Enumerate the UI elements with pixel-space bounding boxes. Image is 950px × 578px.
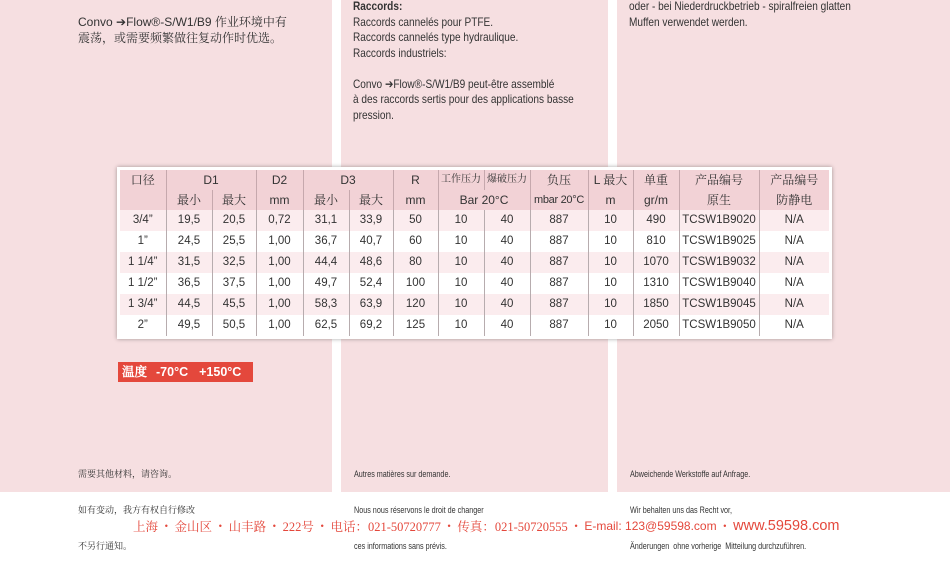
d2-cell: 1,00 — [256, 294, 303, 315]
fax-number: 传真：021-50720555 — [457, 520, 568, 534]
temperature-max: +150°C — [199, 365, 242, 379]
french-intro-text — [353, 0, 574, 123]
weight-cell: 2050 — [633, 315, 679, 336]
d1-min-cell: 19,5 — [166, 210, 212, 231]
temperature-badge — [118, 362, 253, 382]
intro-line: Convo ➔Flow®-S/W1/B9 peut-être assemblé — [353, 76, 555, 91]
intro-line: Raccords industriels: — [353, 45, 447, 60]
table-row — [120, 315, 829, 336]
footnote-line: Wir behalten uns das Recht vor, — [630, 505, 733, 515]
specification-table — [120, 170, 829, 336]
d3-max-cell: 40,7 — [349, 231, 393, 252]
header-antistatic-part-no: 产品编号 — [759, 170, 829, 190]
working-pressure-cell: 10 — [438, 273, 484, 294]
header-vacuum-unit: mbar 20°C — [530, 190, 588, 210]
part-no-cell: TCSW1B9032 — [679, 252, 759, 273]
d3-max-cell: 52,4 — [349, 273, 393, 294]
antistatic-part-no-cell: N/A — [759, 252, 829, 273]
r-cell: 80 — [393, 252, 438, 273]
vacuum-cell: 887 — [530, 273, 588, 294]
d1-max-cell: 37,5 — [212, 273, 256, 294]
length-cell: 10 — [588, 294, 633, 315]
header-size-spacer — [120, 190, 166, 210]
r-cell: 50 — [393, 210, 438, 231]
antistatic-part-no-cell: N/A — [759, 231, 829, 252]
d1-max-cell: 50,5 — [212, 315, 256, 336]
size-cell: 1 1/2” — [120, 273, 166, 294]
header-antistatic-part-no-type: 防静电 — [759, 190, 829, 210]
address-district: 金山区 — [174, 520, 213, 534]
length-cell: 10 — [588, 210, 633, 231]
d1-min-cell: 24,5 — [166, 231, 212, 252]
fittings-heading: Raccords: — [353, 0, 403, 13]
bullet-separator: • — [574, 521, 578, 531]
header-d1-min: 最小 — [166, 190, 212, 210]
table-row — [120, 231, 829, 252]
intro-line: Raccords cannelés type hydraulique. — [353, 30, 519, 44]
address-road: 山丰路 — [228, 520, 267, 534]
r-cell: 120 — [393, 294, 438, 315]
working-pressure-cell: 10 — [438, 231, 484, 252]
table-row — [120, 294, 829, 315]
footnote-line: 如有变动，我方有权自行修改 — [78, 505, 196, 515]
d1-min-cell: 36,5 — [166, 273, 212, 294]
french-footnote — [354, 444, 484, 576]
d1-min-cell: 31,5 — [166, 252, 212, 273]
intro-line: 震荡，或需要频繁做往复动作时优选。 — [78, 31, 283, 45]
bullet-separator: • — [320, 521, 324, 531]
vacuum-cell: 887 — [530, 294, 588, 315]
footnote-line: 需要其他材料，请咨询。 — [78, 469, 178, 479]
header-d1: D1 — [166, 170, 256, 190]
working-pressure-cell: 10 — [438, 210, 484, 231]
german-footnote — [630, 444, 806, 576]
d3-min-cell: 49,7 — [303, 273, 349, 294]
d1-max-cell: 25,5 — [212, 231, 256, 252]
d3-min-cell: 31,1 — [303, 210, 349, 231]
size-cell: 1” — [120, 231, 166, 252]
d2-cell: 1,00 — [256, 231, 303, 252]
d2-cell: 1,00 — [256, 273, 303, 294]
d3-max-cell: 69,2 — [349, 315, 393, 336]
table-body — [120, 210, 829, 336]
weight-cell: 490 — [633, 210, 679, 231]
d2-cell: 0,72 — [256, 210, 303, 231]
website-link[interactable]: www.59598.com — [733, 518, 840, 534]
d2-cell: 1,00 — [256, 315, 303, 336]
r-cell: 60 — [393, 231, 438, 252]
intro-line: Muffen verwendet werden. — [629, 14, 748, 29]
part-no-cell: TCSW1B9020 — [679, 210, 759, 231]
chinese-footnote — [78, 444, 195, 576]
d1-min-cell: 49,5 — [166, 315, 212, 336]
d1-max-cell: 32,5 — [212, 252, 256, 273]
intro-line: Convo ➔Flow®-S/W1/B9 作业环境中有 — [78, 15, 287, 29]
part-no-cell: TCSW1B9050 — [679, 315, 759, 336]
header-size: 口径 — [120, 170, 166, 190]
header-length-max: L 最大 — [588, 170, 633, 190]
intro-line: à des raccords sertis pour des applications basse — [353, 92, 574, 106]
size-cell: 2” — [120, 315, 166, 336]
bullet-separator: • — [723, 521, 727, 531]
d1-max-cell: 20,5 — [212, 210, 256, 231]
r-cell: 100 — [393, 273, 438, 294]
part-no-cell: TCSW1B9045 — [679, 294, 759, 315]
d3-min-cell: 36,7 — [303, 231, 349, 252]
header-working-pressure: 工作压力 — [438, 170, 484, 190]
german-intro-text — [629, 0, 851, 30]
header-weight: 单重 — [633, 170, 679, 190]
header-r: R — [393, 170, 438, 190]
header-length-unit: m — [588, 190, 633, 210]
footnote-line: 不另行通知。 — [78, 541, 133, 551]
header-d3-max: 最大 — [349, 190, 393, 210]
weight-cell: 1850 — [633, 294, 679, 315]
bullet-separator: • — [272, 521, 276, 531]
d3-min-cell: 62,5 — [303, 315, 349, 336]
intro-line: oder - bei Niederdruckbetrieb - spiralfreien glatten — [629, 0, 851, 13]
r-cell: 125 — [393, 315, 438, 336]
length-cell: 10 — [588, 273, 633, 294]
footnote-line: Nous nous réservons le droit de changer — [354, 505, 484, 515]
size-cell: 1 3/4” — [120, 294, 166, 315]
chinese-intro-text — [78, 14, 287, 46]
part-no-cell: TCSW1B9025 — [679, 231, 759, 252]
vacuum-cell: 887 — [530, 252, 588, 273]
vacuum-cell: 887 — [530, 210, 588, 231]
table-row — [120, 252, 829, 273]
specification-table-frame — [117, 167, 832, 339]
table-header — [120, 170, 829, 210]
burst-pressure-cell: 40 — [484, 210, 530, 231]
header-vacuum: 负压 — [530, 170, 588, 190]
d1-min-cell: 44,5 — [166, 294, 212, 315]
temperature-label: 温度 — [122, 365, 148, 379]
d3-min-cell: 44,4 — [303, 252, 349, 273]
header-d2-unit: mm — [256, 190, 303, 210]
footnote-line: Änderungen ohne vorherige Mitteilung durchzuführen. — [630, 541, 807, 551]
weight-cell: 1310 — [633, 273, 679, 294]
burst-pressure-cell: 40 — [484, 315, 530, 336]
table-row — [120, 273, 829, 294]
burst-pressure-cell: 40 — [484, 252, 530, 273]
vacuum-cell: 887 — [530, 315, 588, 336]
weight-cell: 1070 — [633, 252, 679, 273]
size-cell: 1 1/4” — [120, 252, 166, 273]
contact-bar — [133, 516, 840, 536]
working-pressure-cell: 10 — [438, 315, 484, 336]
vacuum-cell: 887 — [530, 231, 588, 252]
antistatic-part-no-cell: N/A — [759, 210, 829, 231]
d3-min-cell: 58,3 — [303, 294, 349, 315]
header-d2: D2 — [256, 170, 303, 190]
footnote-line: Autres matières sur demande. — [354, 469, 451, 479]
header-d1-max: 最大 — [212, 190, 256, 210]
intro-line: Raccords cannelés pour PTFE. — [353, 14, 494, 29]
burst-pressure-cell: 40 — [484, 273, 530, 294]
footnote-line: ces informations sans prévis. — [354, 541, 447, 551]
d2-cell: 1,00 — [256, 252, 303, 273]
length-cell: 10 — [588, 231, 633, 252]
d3-max-cell: 33,9 — [349, 210, 393, 231]
working-pressure-cell: 10 — [438, 294, 484, 315]
header-part-no: 产品编号 — [679, 170, 759, 190]
length-cell: 10 — [588, 252, 633, 273]
d1-max-cell: 45,5 — [212, 294, 256, 315]
antistatic-part-no-cell: N/A — [759, 315, 829, 336]
table-row — [120, 210, 829, 231]
table-header-row — [120, 170, 829, 190]
burst-pressure-cell: 40 — [484, 294, 530, 315]
burst-pressure-cell: 40 — [484, 231, 530, 252]
bullet-separator: • — [447, 521, 451, 531]
d3-max-cell: 63,9 — [349, 294, 393, 315]
header-r-unit: mm — [393, 190, 438, 210]
header-burst-pressure: 爆破压力 — [484, 170, 530, 190]
footnote-line: Abweichende Werkstoffe auf Anfrage. — [630, 469, 751, 479]
phone-number: 电话：021-50720777 — [330, 520, 441, 534]
address-city: 上海 — [133, 520, 159, 534]
header-pressure-unit: Bar 20°C — [438, 190, 530, 210]
size-cell: 3/4” — [120, 210, 166, 231]
part-no-cell: TCSW1B9040 — [679, 273, 759, 294]
intro-line: pression. — [353, 107, 394, 122]
temperature-min: -70°C — [156, 365, 189, 379]
header-part-no-type: 原生 — [679, 190, 759, 210]
weight-cell: 810 — [633, 231, 679, 252]
d3-max-cell: 48,6 — [349, 252, 393, 273]
antistatic-part-no-cell: N/A — [759, 294, 829, 315]
antistatic-part-no-cell: N/A — [759, 273, 829, 294]
bullet-separator: • — [164, 521, 168, 531]
email-address: E-mail: 123@59598.com — [584, 519, 717, 533]
paragraph-gap — [353, 61, 574, 77]
length-cell: 10 — [588, 315, 633, 336]
header-weight-unit: gr/m — [633, 190, 679, 210]
header-d3-min: 最小 — [303, 190, 349, 210]
bullet-separator: • — [218, 521, 222, 531]
header-d3: D3 — [303, 170, 393, 190]
working-pressure-cell: 10 — [438, 252, 484, 273]
table-header-units-row — [120, 190, 829, 210]
address-number: 222号 — [282, 520, 314, 534]
